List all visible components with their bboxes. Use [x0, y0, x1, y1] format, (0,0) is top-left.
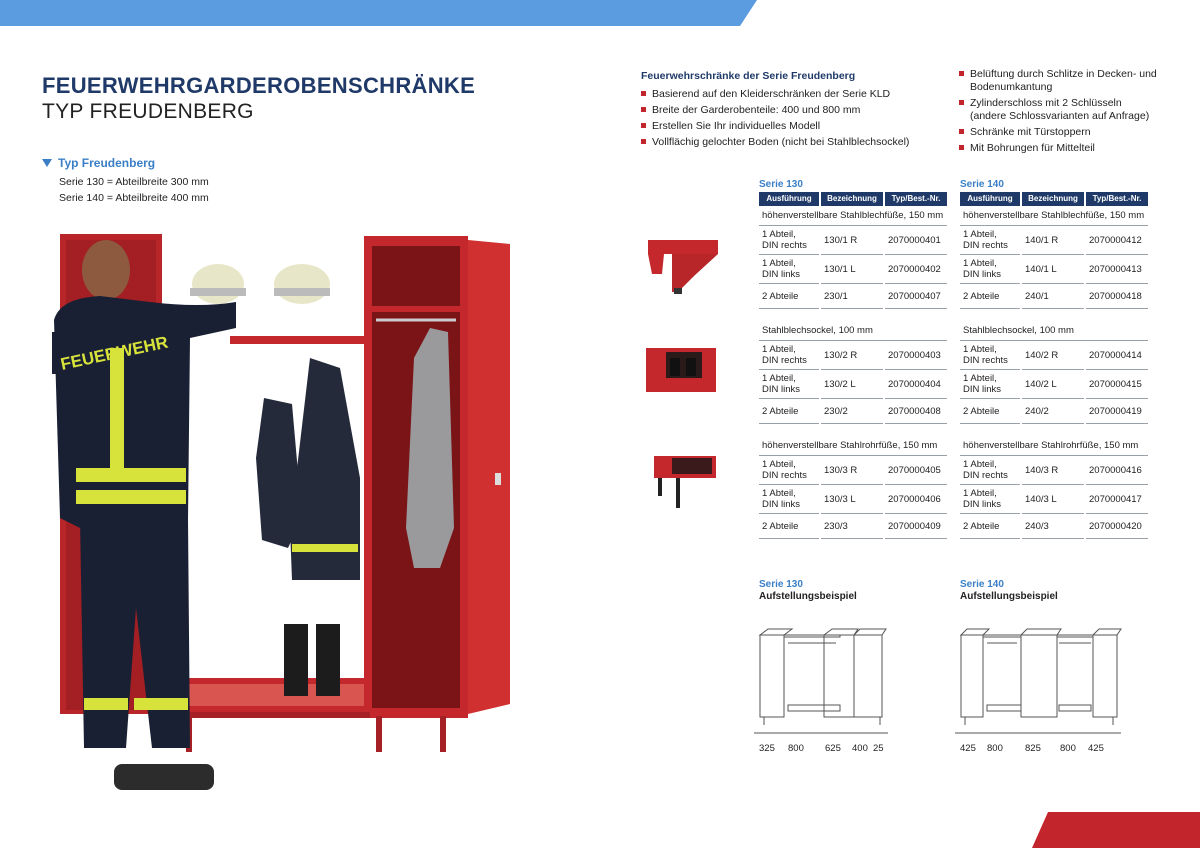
group-title: höhenverstellbare Stahlblechfüße, 150 mm	[960, 206, 1148, 226]
thumb-steel-tube-feet	[652, 456, 722, 516]
bullet-icon	[641, 123, 646, 128]
page-subtitle: TYP FREUDENBERG	[42, 100, 254, 123]
cell-variant: 2 Abteile	[759, 399, 819, 424]
cell-order-number: 2070000408	[885, 399, 947, 424]
series-label: Serie 140	[960, 179, 1004, 190]
cell-variant: 1 Abteil, DIN rechts	[759, 341, 819, 370]
cell-designation: 130/1 L	[821, 255, 883, 284]
example-title: Aufstellungsbeispiel	[759, 591, 857, 602]
feature-item: Basierend auf den Kleiderschränken der Serie KLD	[641, 88, 909, 101]
bullet-icon	[641, 91, 646, 96]
dim-value: 325	[759, 743, 775, 754]
bullet-icon	[959, 145, 964, 150]
table-row	[960, 456, 1148, 485]
cell-variant: 1 Abteil, DIN links	[759, 255, 819, 284]
example-series-label: Serie 130	[759, 579, 803, 590]
table-row	[960, 226, 1148, 255]
dim-value: 625	[825, 743, 841, 754]
cell-designation: 130/3 R	[821, 456, 883, 485]
bullet-icon	[641, 107, 646, 112]
series-130-table	[759, 179, 947, 539]
cell-variant: 2 Abteile	[759, 514, 819, 539]
table-row	[759, 255, 947, 284]
col-header: Ausführung	[960, 192, 1020, 206]
top-color-bar	[0, 0, 1200, 26]
cell-variant: 2 Abteile	[960, 284, 1020, 309]
cell-variant: 2 Abteile	[960, 514, 1020, 539]
cell-order-number: 2070000401	[885, 226, 947, 255]
setup-drawing-140	[953, 625, 1123, 735]
cell-designation: 140/1 R	[1022, 226, 1084, 255]
cell-variant: 1 Abteil, DIN links	[960, 255, 1020, 284]
type-section-title: Typ Freudenberg	[58, 156, 156, 170]
cell-designation: 140/2 L	[1022, 370, 1084, 399]
table-group	[960, 436, 1148, 539]
thumb-steel-sheet-feet	[648, 236, 718, 296]
type-line: Serie 140 = Abteilbreite 400 mm	[59, 192, 209, 204]
features-list-right	[959, 68, 1159, 158]
table-row	[759, 284, 947, 309]
example-series-label: Serie 140	[960, 579, 1004, 590]
cell-variant: 1 Abteil, DIN rechts	[960, 341, 1020, 370]
cell-order-number: 2070000407	[885, 284, 947, 309]
cell-designation: 140/2 R	[1022, 341, 1084, 370]
cell-designation: 140/3 R	[1022, 456, 1084, 485]
table-row	[759, 341, 947, 370]
cell-designation: 240/2	[1022, 399, 1084, 424]
features-title: Feuerwehrschränke der Serie Freudenberg	[641, 70, 856, 82]
jacket-lettering: FEUERWEHR	[58, 332, 170, 374]
cell-designation: 240/1	[1022, 284, 1084, 309]
cell-order-number: 2070000406	[885, 485, 947, 514]
cell-order-number: 2070000413	[1086, 255, 1148, 284]
cell-variant: 2 Abteile	[759, 284, 819, 309]
cell-designation: 130/1 R	[821, 226, 883, 255]
cell-designation: 140/3 L	[1022, 485, 1084, 514]
cell-order-number: 2070000415	[1086, 370, 1148, 399]
table-row	[960, 485, 1148, 514]
dim-value: 800	[987, 743, 1003, 754]
table-row	[759, 456, 947, 485]
table-row	[960, 514, 1148, 539]
col-header: Bezeichnung	[821, 192, 883, 206]
table-row	[759, 370, 947, 399]
cell-order-number: 2070000409	[885, 514, 947, 539]
cell-variant: 2 Abteile	[960, 399, 1020, 424]
dim-value: 800	[1060, 743, 1076, 754]
cell-variant: 1 Abteil, DIN links	[759, 485, 819, 514]
setup-drawing-130	[752, 625, 892, 735]
table-row	[759, 399, 947, 424]
thumb-steel-plinth	[646, 348, 716, 408]
cell-order-number: 2070000420	[1086, 514, 1148, 539]
table-header	[759, 192, 947, 206]
example-title: Aufstellungsbeispiel	[960, 591, 1058, 602]
cell-order-number: 2070000418	[1086, 284, 1148, 309]
cell-designation: 230/2	[821, 399, 883, 424]
feature-item: Breite der Garderobenteile: 400 und 800 mm	[641, 104, 909, 117]
setup-example-140	[960, 579, 1058, 602]
group-title: Stahlblechsockel, 100 mm	[759, 321, 947, 341]
bullet-icon	[959, 71, 964, 76]
series-label: Serie 130	[759, 179, 803, 190]
col-header: Typ/Best.-Nr.	[885, 192, 947, 206]
group-title: höhenverstellbare Stahlblechfüße, 150 mm	[759, 206, 947, 226]
table-group	[960, 206, 1148, 309]
bullet-icon	[959, 100, 964, 105]
cell-designation: 130/2 L	[821, 370, 883, 399]
cell-designation: 140/1 L	[1022, 255, 1084, 284]
feature-item: Schränke mit Türstoppern	[959, 126, 1159, 139]
table-header	[960, 192, 1148, 206]
cell-variant: 1 Abteil, DIN links	[759, 370, 819, 399]
bullet-icon	[959, 129, 964, 134]
col-header: Bezeichnung	[1022, 192, 1084, 206]
group-title: höhenverstellbare Stahlrohrfüße, 150 mm	[960, 436, 1148, 456]
cell-designation: 130/2 R	[821, 341, 883, 370]
cell-variant: 1 Abteil, DIN links	[960, 370, 1020, 399]
cell-order-number: 2070000403	[885, 341, 947, 370]
group-title: Stahlblechsockel, 100 mm	[960, 321, 1148, 341]
dim-value: 425	[1088, 743, 1104, 754]
cell-order-number: 2070000419	[1086, 399, 1148, 424]
dim-value: 800	[788, 743, 804, 754]
cell-order-number: 2070000417	[1086, 485, 1148, 514]
feature-item: Erstellen Sie Ihr individuelles Modell	[641, 120, 909, 133]
page-title: FEUERWEHRGARDEROBENSCHRÄNKE	[42, 73, 476, 98]
table-row	[759, 226, 947, 255]
cell-designation: 130/3 L	[821, 485, 883, 514]
cell-variant: 1 Abteil, DIN rechts	[960, 226, 1020, 255]
table-row	[759, 485, 947, 514]
series-140-table	[960, 179, 1148, 539]
cell-designation: 230/1	[821, 284, 883, 309]
dim-value: 425	[960, 743, 976, 754]
type-section-heading	[42, 156, 155, 170]
cell-variant: 1 Abteil, DIN rechts	[960, 456, 1020, 485]
setup-example-130	[759, 579, 857, 602]
cell-order-number: 2070000404	[885, 370, 947, 399]
type-section-lines	[59, 174, 209, 206]
cell-variant: 1 Abteil, DIN rechts	[759, 456, 819, 485]
cell-order-number: 2070000402	[885, 255, 947, 284]
table-row	[960, 399, 1148, 424]
cell-order-number: 2070000416	[1086, 456, 1148, 485]
cell-designation: 230/3	[821, 514, 883, 539]
cell-order-number: 2070000414	[1086, 341, 1148, 370]
dim-value: 400	[852, 743, 868, 754]
feature-item: Zylinderschloss mit 2 Schlüsseln (andere Schlossvarianten auf Anfrage)	[959, 97, 1159, 123]
features-list-left	[641, 88, 909, 152]
cell-order-number: 2070000405	[885, 456, 947, 485]
cell-variant: 1 Abteil, DIN links	[960, 485, 1020, 514]
col-header: Typ/Best.-Nr.	[1086, 192, 1148, 206]
cell-designation: 240/3	[1022, 514, 1084, 539]
group-title: höhenverstellbare Stahlrohrfüße, 150 mm	[759, 436, 947, 456]
cell-variant: 1 Abteil, DIN rechts	[759, 226, 819, 255]
col-header: Ausführung	[759, 192, 819, 206]
feature-item: Belüftung durch Schlitze in Decken- und Bodenumkantung	[959, 68, 1159, 94]
bullet-icon	[641, 139, 646, 144]
cell-order-number: 2070000412	[1086, 226, 1148, 255]
table-group	[759, 206, 947, 309]
product-photo-locker-firefighter	[40, 228, 560, 808]
table-group	[759, 436, 947, 539]
table-row	[960, 255, 1148, 284]
table-row	[759, 514, 947, 539]
table-row	[960, 284, 1148, 309]
dim-value: 25	[873, 743, 884, 754]
dim-value: 825	[1025, 743, 1041, 754]
triangle-down-icon	[42, 159, 52, 167]
table-row	[960, 341, 1148, 370]
feature-item: Mit Bohrungen für Mittelteil	[959, 142, 1159, 155]
type-line: Serie 130 = Abteilbreite 300 mm	[59, 176, 209, 188]
table-group	[759, 321, 947, 424]
table-row	[960, 370, 1148, 399]
feature-item: Vollflächig gelochter Boden (nicht bei Stahlblechsockel)	[641, 136, 909, 149]
table-group	[960, 321, 1148, 424]
